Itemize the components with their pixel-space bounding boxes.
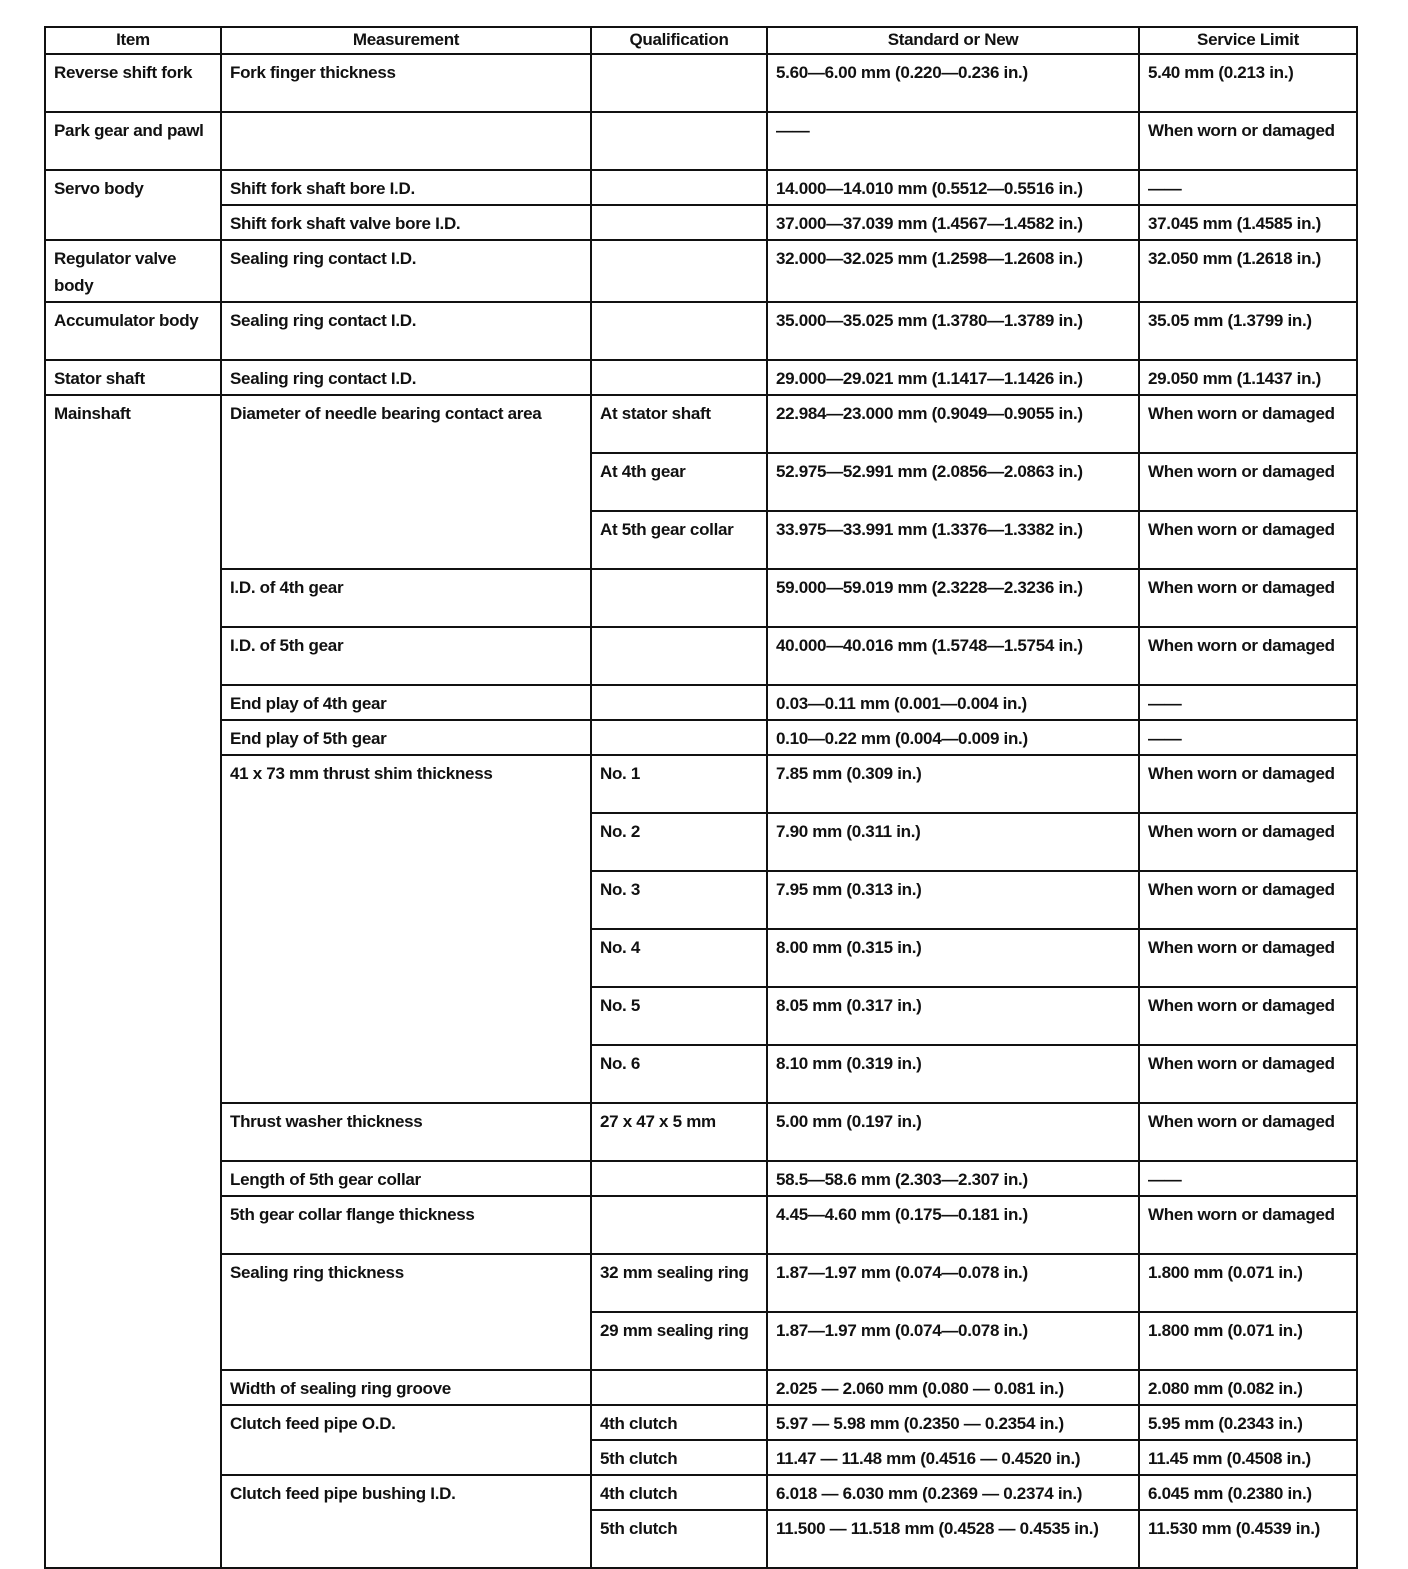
standard-cell: 40.000—40.016 mm (1.5748—1.5754 in.) [767,627,1139,685]
standard-cell: 5.60—6.00 mm (0.220—0.236 in.) [767,54,1139,112]
standard-cell: 32.000—32.025 mm (1.2598—1.2608 in.) [767,240,1139,302]
item-cell: Servo body [45,170,221,240]
qualification-cell: 29 mm sealing ring [591,1312,767,1370]
standard-cell: 4.45—4.60 mm (0.175—0.181 in.) [767,1196,1139,1254]
measurement-cell: 41 x 73 mm thrust shim thickness [221,755,591,1103]
standard-cell: 52.975—52.991 mm (2.0856—2.0863 in.) [767,453,1139,511]
measurement-cell: End play of 4th gear [221,685,591,720]
table-row [45,360,1357,395]
measurement-cell: Length of 5th gear collar [221,1161,591,1196]
standard-cell: 2.025 — 2.060 mm (0.080 — 0.081 in.) [767,1370,1139,1405]
qualification-cell [591,1370,767,1405]
service-spec-table [44,26,1358,1569]
item-cell: Accumulator body [45,302,221,360]
limit-cell: When worn or damaged [1139,1103,1357,1161]
limit-cell: —— [1139,685,1357,720]
qualification-cell [591,205,767,240]
standard-cell: 7.90 mm (0.311 in.) [767,813,1139,871]
qualification-cell [591,112,767,170]
standard-cell: 8.10 mm (0.319 in.) [767,1045,1139,1103]
limit-cell: When worn or damaged [1139,929,1357,987]
limit-cell: —— [1139,1161,1357,1196]
measurement-cell: Shift fork shaft bore I.D. [221,170,591,205]
spec-sheet [44,26,1356,1569]
limit-cell: 11.530 mm (0.4539 in.) [1139,1510,1357,1568]
measurement-cell: Sealing ring contact I.D. [221,360,591,395]
limit-cell: 35.05 mm (1.3799 in.) [1139,302,1357,360]
table-row [45,1254,1357,1312]
limit-cell: When worn or damaged [1139,627,1357,685]
limit-cell: When worn or damaged [1139,1045,1357,1103]
qualification-cell [591,240,767,302]
qualification-cell [591,685,767,720]
item-cell: Stator shaft [45,360,221,395]
qualification-cell [591,720,767,755]
limit-cell: 5.95 mm (0.2343 in.) [1139,1405,1357,1440]
table-row [45,1370,1357,1405]
item-cell: Park gear and pawl [45,112,221,170]
qualification-cell: At 5th gear collar [591,511,767,569]
standard-cell: —— [767,112,1139,170]
standard-cell: 33.975—33.991 mm (1.3376—1.3382 in.) [767,511,1139,569]
standard-cell: 7.95 mm (0.313 in.) [767,871,1139,929]
qualification-cell: At 4th gear [591,453,767,511]
qualification-cell [591,627,767,685]
table-row [45,685,1357,720]
qualification-cell: 4th clutch [591,1475,767,1510]
qualification-cell [591,360,767,395]
qualification-cell: No. 1 [591,755,767,813]
measurement-cell: Clutch feed pipe O.D. [221,1405,591,1475]
qualification-cell [591,1161,767,1196]
standard-cell: 0.10—0.22 mm (0.004—0.009 in.) [767,720,1139,755]
limit-cell: —— [1139,720,1357,755]
header-qualification: Qualification [591,27,767,54]
table-row [45,1103,1357,1161]
header-item: Item [45,27,221,54]
table-row [45,302,1357,360]
limit-cell: When worn or damaged [1139,1196,1357,1254]
limit-cell: 6.045 mm (0.2380 in.) [1139,1475,1357,1510]
measurement-cell: End play of 5th gear [221,720,591,755]
header-row [45,27,1357,54]
item-cell: Regulator valve body [45,240,221,302]
qualification-cell: No. 5 [591,987,767,1045]
table-row [45,54,1357,112]
qualification-cell: 27 x 47 x 5 mm [591,1103,767,1161]
measurement-cell: Width of sealing ring groove [221,1370,591,1405]
table-row [45,720,1357,755]
table-row [45,112,1357,170]
standard-cell: 14.000—14.010 mm (0.5512—0.5516 in.) [767,170,1139,205]
measurement-cell: Sealing ring contact I.D. [221,240,591,302]
table-row [45,1475,1357,1510]
qualification-cell [591,54,767,112]
standard-cell: 35.000—35.025 mm (1.3780—1.3789 in.) [767,302,1139,360]
limit-cell: When worn or damaged [1139,871,1357,929]
standard-cell: 11.47 — 11.48 mm (0.4516 — 0.4520 in.) [767,1440,1139,1475]
standard-cell: 58.5—58.6 mm (2.303—2.307 in.) [767,1161,1139,1196]
qualification-cell: No. 3 [591,871,767,929]
measurement-cell [221,112,591,170]
standard-cell: 1.87—1.97 mm (0.074—0.078 in.) [767,1312,1139,1370]
table-row [45,240,1357,302]
item-cell: Mainshaft [45,395,221,1568]
limit-cell: When worn or damaged [1139,813,1357,871]
standard-cell: 22.984—23.000 mm (0.9049—0.9055 in.) [767,395,1139,453]
standard-cell: 29.000—29.021 mm (1.1417—1.1426 in.) [767,360,1139,395]
table-row [45,569,1357,627]
standard-cell: 5.00 mm (0.197 in.) [767,1103,1139,1161]
qualification-cell: 5th clutch [591,1510,767,1568]
limit-cell: When worn or damaged [1139,755,1357,813]
qualification-cell [591,1196,767,1254]
header-standard: Standard or New [767,27,1139,54]
standard-cell: 6.018 — 6.030 mm (0.2369 — 0.2374 in.) [767,1475,1139,1510]
measurement-cell: Clutch feed pipe bushing I.D. [221,1475,591,1568]
standard-cell: 11.500 — 11.518 mm (0.4528 — 0.4535 in.) [767,1510,1139,1568]
measurement-cell: 5th gear collar flange thickness [221,1196,591,1254]
limit-cell: 37.045 mm (1.4585 in.) [1139,205,1357,240]
qualification-cell: 32 mm sealing ring [591,1254,767,1312]
table-row [45,755,1357,813]
table-row [45,205,1357,240]
qualification-cell: No. 6 [591,1045,767,1103]
table-row [45,627,1357,685]
table-row [45,1196,1357,1254]
qualification-cell: No. 4 [591,929,767,987]
measurement-cell: Sealing ring thickness [221,1254,591,1370]
item-cell: Reverse shift fork [45,54,221,112]
limit-cell: When worn or damaged [1139,511,1357,569]
measurement-cell: Thrust washer thickness [221,1103,591,1161]
table-row [45,1161,1357,1196]
limit-cell: 1.800 mm (0.071 in.) [1139,1254,1357,1312]
measurement-cell: I.D. of 5th gear [221,627,591,685]
qualification-cell: At stator shaft [591,395,767,453]
limit-cell: 2.080 mm (0.082 in.) [1139,1370,1357,1405]
standard-cell: 0.03—0.11 mm (0.001—0.004 in.) [767,685,1139,720]
qualification-cell: No. 2 [591,813,767,871]
table-row [45,1405,1357,1440]
standard-cell: 5.97 — 5.98 mm (0.2350 — 0.2354 in.) [767,1405,1139,1440]
limit-cell: When worn or damaged [1139,569,1357,627]
header-service-limit: Service Limit [1139,27,1357,54]
measurement-cell: I.D. of 4th gear [221,569,591,627]
table-row [45,170,1357,205]
measurement-cell: Shift fork shaft valve bore I.D. [221,205,591,240]
standard-cell: 37.000—37.039 mm (1.4567—1.4582 in.) [767,205,1139,240]
measurement-cell: Sealing ring contact I.D. [221,302,591,360]
limit-cell: 32.050 mm (1.2618 in.) [1139,240,1357,302]
standard-cell: 7.85 mm (0.309 in.) [767,755,1139,813]
header-measurement: Measurement [221,27,591,54]
qualification-cell: 5th clutch [591,1440,767,1475]
limit-cell: 11.45 mm (0.4508 in.) [1139,1440,1357,1475]
standard-cell: 1.87—1.97 mm (0.074—0.078 in.) [767,1254,1139,1312]
measurement-cell: Fork finger thickness [221,54,591,112]
limit-cell: When worn or damaged [1139,453,1357,511]
limit-cell: When worn or damaged [1139,987,1357,1045]
limit-cell: 29.050 mm (1.1437 in.) [1139,360,1357,395]
standard-cell: 59.000—59.019 mm (2.3228—2.3236 in.) [767,569,1139,627]
standard-cell: 8.00 mm (0.315 in.) [767,929,1139,987]
table-row [45,395,1357,453]
qualification-cell: 4th clutch [591,1405,767,1440]
qualification-cell [591,569,767,627]
limit-cell: 5.40 mm (0.213 in.) [1139,54,1357,112]
qualification-cell [591,170,767,205]
standard-cell: 8.05 mm (0.317 in.) [767,987,1139,1045]
limit-cell: When worn or damaged [1139,395,1357,453]
limit-cell: 1.800 mm (0.071 in.) [1139,1312,1357,1370]
limit-cell: When worn or damaged [1139,112,1357,170]
limit-cell: —— [1139,170,1357,205]
measurement-cell: Diameter of needle bearing contact area [221,395,591,569]
qualification-cell [591,302,767,360]
